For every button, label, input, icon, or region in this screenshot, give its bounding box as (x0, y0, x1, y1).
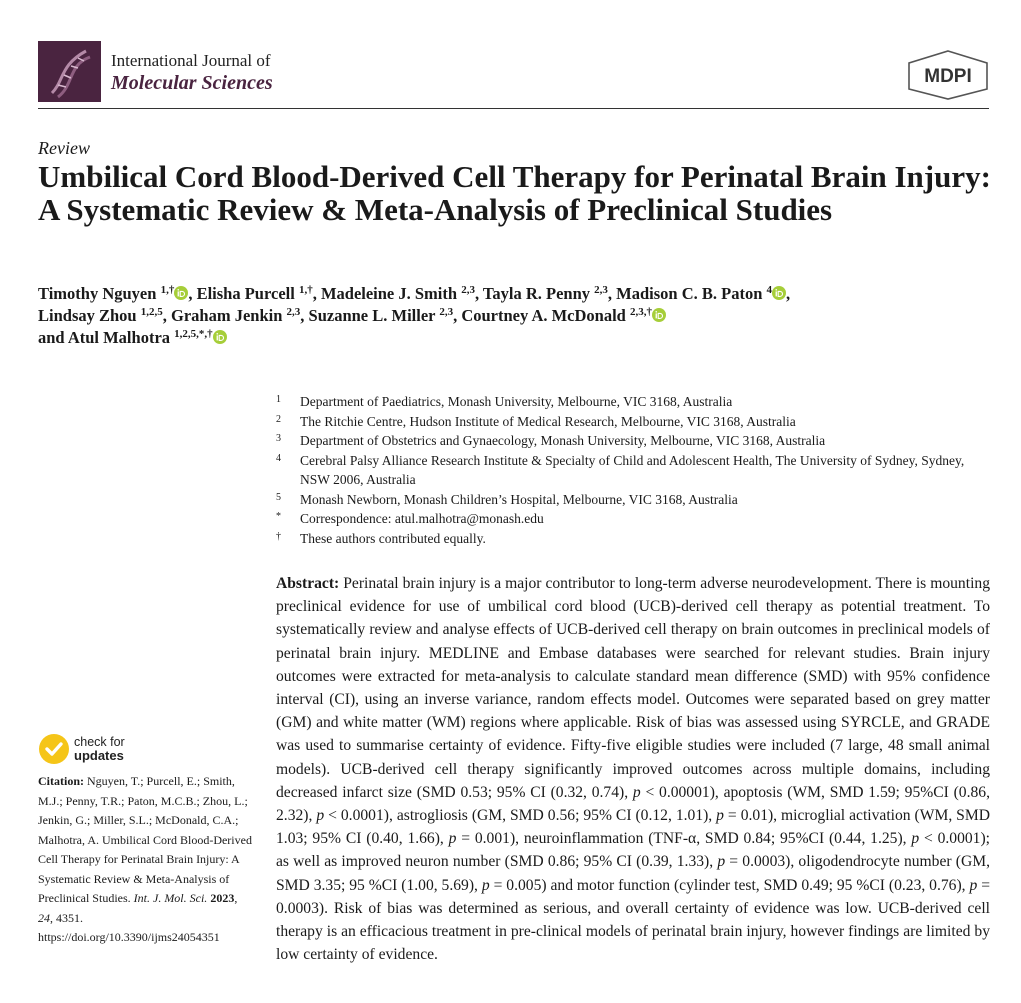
affiliation-item (276, 412, 996, 432)
publisher-name: MDPI (924, 66, 972, 87)
text-segment: = 0.001), neuroinflammation (TNF-α, SMD 0.84; 95%CI (0.44, 1.25), (456, 830, 912, 848)
text-segment: p (481, 876, 490, 894)
author-affiliation-marker: 2,3 (461, 284, 475, 296)
citation (38, 772, 252, 948)
text-segment: 2023 (210, 891, 235, 905)
author-affiliation-marker: 4 (766, 284, 772, 296)
text-segment: p (911, 830, 920, 848)
author (461, 306, 666, 325)
author-affiliation-marker: 1,† (160, 284, 175, 296)
affiliation-item (276, 509, 996, 529)
text-segment: , 4351. https://doi.org/10.3390/ijms24054351 (38, 910, 220, 944)
abstract-text (276, 575, 990, 963)
author-separator: , (162, 306, 171, 325)
journal-name (111, 51, 273, 95)
author-affiliation-marker: 1,† (298, 284, 313, 296)
text-segment: = 0.01), microglial activation (WM, SMD 1.03; 95% CI (0.40, 1.66), (276, 807, 990, 848)
author-name: and Atul Malhotra (38, 328, 171, 347)
affiliation-item (276, 451, 996, 490)
author-affiliation-marker: 2,3,† (629, 306, 652, 318)
author (38, 328, 227, 347)
affiliation-item (276, 392, 996, 412)
author (197, 284, 313, 303)
orcid-icon[interactable] (652, 308, 666, 322)
author-affiliation-marker: 1,2,5 (140, 306, 163, 318)
affiliation-text: Monash Newborn, Monash Children’s Hospital, Melbourne, VIC 3168, Australia (300, 491, 738, 507)
author-separator: , (312, 284, 321, 303)
author (483, 284, 608, 303)
text-segment: = 0.0003). Risk of bias was determined as serious, and overall certainty of evidence was low. UCB-derived cell therapy is an efficacious treatment in pre-clinical models of perinatal brain injury, however findings are limited by low certainty of evidence. (276, 876, 990, 964)
mdpi-logo (907, 49, 989, 101)
check-updates-line2: updates (74, 748, 124, 763)
affiliation-list (276, 392, 996, 548)
author-separator: , (453, 306, 462, 325)
check-for-updates-button[interactable] (38, 733, 178, 765)
affiliation-marker: * (276, 511, 281, 522)
abstract-label: Abstract: (276, 575, 340, 592)
author-affiliation-marker: 2,3 (286, 306, 301, 318)
author-name: Courtney A. McDonald (461, 306, 626, 325)
text-segment: = 0.005) and motor function (cylinder test, SMD 0.49; 95 %CI (0.23, 0.76), (489, 876, 970, 894)
author-affiliation-marker: 2,3 (594, 284, 608, 296)
dna-helix-icon (38, 41, 101, 102)
author-separator: , (474, 284, 483, 303)
text-segment: < 0.0001); as well as improved neuron number (SMD 0.86; 95% CI (0.39, 1.33), (276, 830, 990, 871)
affiliation-marker: 4 (276, 452, 281, 464)
check-for-updates-icon (38, 733, 70, 765)
orcid-icon[interactable] (772, 286, 786, 300)
text-segment: < 0.0001), astrogliosis (GM, SMD 0.56; 95% CI (0.12, 1.01), (324, 807, 717, 825)
affiliation-marker: 1 (276, 394, 281, 405)
author-list (38, 283, 998, 349)
affiliation-text: Cerebral Palsy Alliance Research Institute & Specialty of Child and Adolescent Health, The University of Sydney, Sydney, NSW 2006, Australia (300, 452, 965, 487)
header-rule (38, 108, 989, 109)
author-separator: , (786, 284, 791, 303)
author-name: Tayla R. Penny (482, 284, 591, 303)
text-segment: p (969, 876, 978, 894)
affiliation-text: The Ritchie Centre, Hudson Institute of Medical Research, Melbourne, VIC 3168, Australia (300, 413, 796, 429)
author-name: Suzanne L. Miller (308, 306, 436, 325)
author-name: Madeleine J. Smith (320, 284, 458, 303)
text-segment: , (234, 891, 238, 905)
author-name: Madison C. B. Paton (616, 284, 763, 303)
text-segment: p (316, 807, 325, 825)
author (38, 284, 188, 303)
author-affiliation-marker: 1,2,5,*,† (174, 328, 213, 340)
affiliation-marker: † (276, 530, 281, 542)
author-name: Timothy Nguyen (38, 284, 157, 303)
author (616, 284, 786, 303)
journal-name-line2: Molecular Sciences (111, 72, 273, 94)
author-separator: , (300, 306, 309, 325)
orcid-icon[interactable] (213, 330, 227, 344)
affiliation-text: Department of Paediatrics, Monash University, Melbourne, VIC 3168, Australia (300, 394, 733, 409)
text-segment: Nguyen, T.; Purcell, E.; Smith, M.J.; Penny, T.R.; Paton, M.C.B.; Zhou, L.; Jenkin, G.; Miller, S.L.; McDonald, C.A.; Malhotra, A. Umbilical Cord Blood-Derived Cell Therapy for Perinatal Brain Injury: A Systematic Review & Meta-Analysis of Preclinical Studies. (38, 774, 252, 905)
affiliation-marker: 2 (276, 413, 281, 425)
affiliation-text: Correspondence: atul.malhotra@monash.edu (300, 511, 544, 526)
journal-name-line1: International Journal of (111, 51, 271, 70)
affiliation-item (276, 490, 996, 510)
author-separator: , (188, 284, 197, 303)
author-name: Lindsay Zhou (38, 306, 137, 325)
text-segment: = 0.0003), oligodendrocyte number (GM, SMD 3.35; 95 %CI (1.00, 5.69), (276, 853, 990, 894)
article-title: Umbilical Cord Blood-Derived Cell Therapy for Perinatal Brain Injury: A Systematic Review & Meta-Analysis of Preclinical Studies (38, 159, 991, 227)
text-segment: p (716, 807, 724, 825)
author-separator: , (607, 284, 617, 303)
orcid-icon[interactable] (174, 286, 188, 300)
affiliation-item (276, 431, 996, 451)
check-updates-line1: check for (74, 735, 125, 749)
article-type: Review (38, 138, 90, 158)
text-segment: 24 (38, 910, 50, 925)
affiliation-marker: 3 (276, 433, 281, 444)
author-name: Graham Jenkin (170, 306, 283, 325)
abstract (276, 572, 990, 966)
author (38, 306, 163, 325)
text-segment: p (632, 783, 641, 801)
affiliation-text: Department of Obstetrics and Gynaecology, Monash University, Melbourne, VIC 3168, Australia (300, 433, 826, 448)
author (171, 306, 300, 325)
text-segment: Perinatal brain injury is a major contributor to long-term adverse neurodevelopment. There is mounting preclinical evidence for use of umbilical cord blood (UCB)-derived cell therapy as potential treatment. To systematically review and analyse effects of UCB-derived cell therapy on brain outcomes in preclinical models of perinatal brain injury. MEDLINE and Embase databases were searched for relevant studies. Brain injury outcomes were extracted for meta-analysis to calculate standard mean difference (SMD) with 95% confidence interval (CI), using an inverse variance, random effects model. Outcomes were separated based on grey matter (GM) and white matter (WM) regions where applicable. Risk of bias was assessed using SYRCLE, and GRADE was used to summarise certainty of evidence. Fifty-five eligible studies were included (7 large, 48 small animal models). UCB-derived cell therapy significantly improved outcomes across multiple domains, including decreased infarct size (SMD 0.53; 95% CI (0.32, 0.74), (276, 575, 990, 801)
author-name: Elisha Purcell (196, 284, 295, 303)
citation-text (38, 774, 252, 944)
affiliation-text: These authors contributed equally. (300, 530, 486, 546)
text-segment: < 0.00001), apoptosis (WM, SMD 1.59; 95%CI (0.86, 2.32), (276, 783, 990, 825)
affiliation-item (276, 529, 996, 549)
text-segment: p (448, 830, 457, 848)
journal-logo (38, 41, 101, 102)
author (309, 306, 454, 325)
author-affiliation-marker: 2,3 (439, 306, 454, 318)
text-segment: Int. J. Mol. Sci. (133, 891, 208, 905)
text-segment: p (717, 853, 726, 871)
author (321, 284, 475, 303)
citation-label: Citation: (38, 774, 84, 788)
affiliation-marker: 5 (276, 491, 281, 503)
